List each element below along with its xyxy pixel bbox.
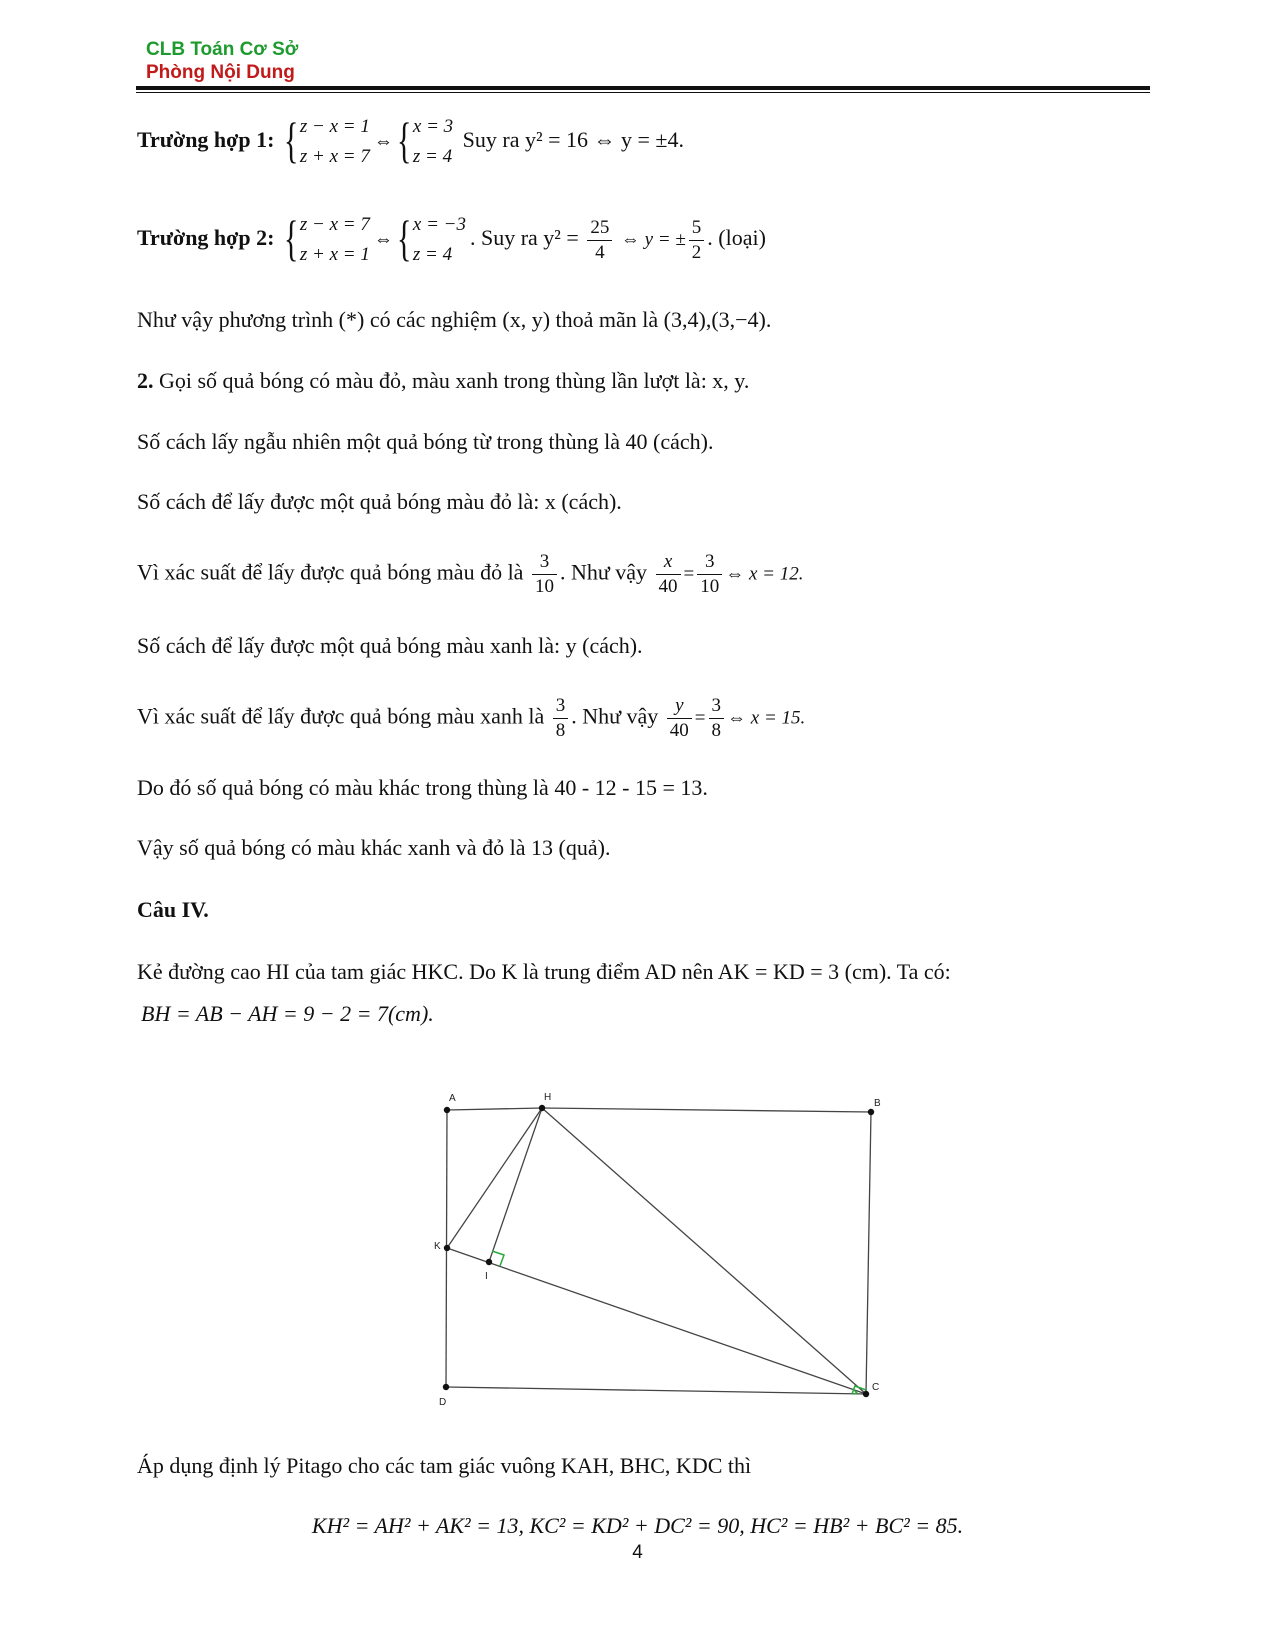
fraction: $\frac{3}{8}$ [553, 694, 569, 743]
case-2-system-2: { x = −3 z = 4 [396, 210, 466, 266]
segment-KH [447, 1108, 542, 1248]
label-C: C [872, 1382, 880, 1393]
segment-KC [447, 1248, 866, 1394]
equation-bh: BH = AB − AH = 9 − 2 = 7(cm). [141, 1001, 434, 1026]
department-name: Phòng Nội Dung [146, 62, 295, 83]
case-2-label: Trường hợp 2: [137, 225, 275, 251]
label-K: K [434, 1241, 441, 1252]
fraction: $\frac{y}{40}$ [667, 694, 692, 743]
segment-BC [866, 1112, 871, 1394]
label-B: B [874, 1098, 881, 1109]
club-name: CLB Toán Cơ Sở [146, 39, 299, 60]
section-heading-cau-iv: Câu IV. [137, 897, 209, 922]
case-2: Trường hợp 2: { z − x = 7 z + x = 1 ⇔ { x = −3 z = 4 . Suy ra y² = $\frac{25}{4}$ ⇔ y = ± $\frac{5}{2}$ . (loại) [137, 210, 766, 270]
label-A: A [449, 1093, 456, 1104]
point-C [863, 1391, 869, 1397]
paragraph-red-probability: Vì xác suất để lấy được quả bóng màu đỏ là $\frac{3}{10}$ . Như vậy $\frac{x}{40}$ = $\frac{3}{10}$ ⇔ x = 12. [137, 551, 804, 597]
label-I: I [485, 1271, 488, 1282]
paragraph-pythagoras: Áp dụng định lý Pitago cho các tam giác vuông KAH, BHC, KDC thì [137, 1453, 752, 1478]
paragraph-part-2: 2. Gọi số quả bóng có màu đỏ, màu xanh trong thùng lần lượt là: x, y. [137, 368, 750, 393]
point-A [444, 1107, 450, 1113]
fraction: $\frac{25}{4}$ [587, 216, 612, 265]
fraction: $\frac{3}{10}$ [697, 550, 722, 599]
segment-AH [447, 1108, 542, 1110]
paragraph-total-ways: Số cách lấy ngẫu nhiên một quả bóng từ trong thùng là 40 (cách). [137, 429, 714, 454]
fraction: $\frac{3}{10}$ [532, 550, 557, 599]
segment-CD [446, 1387, 866, 1394]
paragraph-other-count: Do đó số quả bóng có màu khác trong thùng là 40 - 12 - 15 = 13. [137, 775, 708, 800]
paragraph-solutions: Như vậy phương trình (*) có các nghiệm (x, y) thoả mãn là (3,4),(3,−4). [137, 307, 772, 332]
fraction: $\frac{3}{8}$ [709, 694, 725, 743]
paragraph-blue-ways: Số cách để lấy được một quả bóng màu xanh là: y (cách). [137, 633, 643, 658]
equation-pythagoras: KH² = AH² + AK² = 13, KC² = KD² + DC² = 90, HC² = HB² + BC² = 85. [311, 1513, 964, 1538]
case-1-label: Trường hợp 1: [137, 127, 275, 153]
fraction: $\frac{x}{40}$ [656, 550, 681, 599]
page-number: 4 [632, 1542, 643, 1563]
point-K [444, 1245, 450, 1251]
segment-HI [489, 1108, 542, 1262]
point-D [443, 1384, 449, 1390]
case-2-system-1: { z − x = 7 z + x = 1 [283, 210, 370, 266]
paragraph-red-ways: Số cách để lấy được một quả bóng màu đỏ là: x (cách). [137, 489, 622, 514]
fraction: $\frac{5}{2}$ [689, 216, 705, 265]
case-1-conclusion: Suy ra y² = 16 ⇔ y = ±4. [462, 127, 684, 153]
segment-HB [542, 1108, 871, 1112]
label-H: H [544, 1092, 552, 1103]
point-B [868, 1109, 874, 1115]
point-I [486, 1259, 492, 1265]
case-1-system-2: { x = 3 z = 4 [396, 112, 454, 168]
case-1-system-1: { z − x = 1 z + x = 7 [283, 112, 370, 168]
paragraph-altitude: Kẻ đường cao HI của tam giác HKC. Do K là trung điểm AD nên AK = KD = 3 (cm). Ta có: [137, 959, 951, 984]
point-H [539, 1105, 545, 1111]
label-D: D [439, 1397, 447, 1408]
paragraph-blue-probability: Vì xác suất để lấy được quả bóng màu xanh là $\frac{3}{8}$ . Như vậy $\frac{y}{40}$ = $\frac{3}{8}$ ⇔ x = 15. [137, 695, 806, 741]
segment-HC [542, 1108, 866, 1394]
paragraph-answer: Vậy số quả bóng có màu khác xanh và đỏ là 13 (quả). [137, 835, 611, 860]
case-1: Trường hợp 1: { z − x = 1 z + x = 7 ⇔ { x = 3 z = 4 Suy ra y² = 16 ⇔ y = ±4. [137, 112, 684, 172]
